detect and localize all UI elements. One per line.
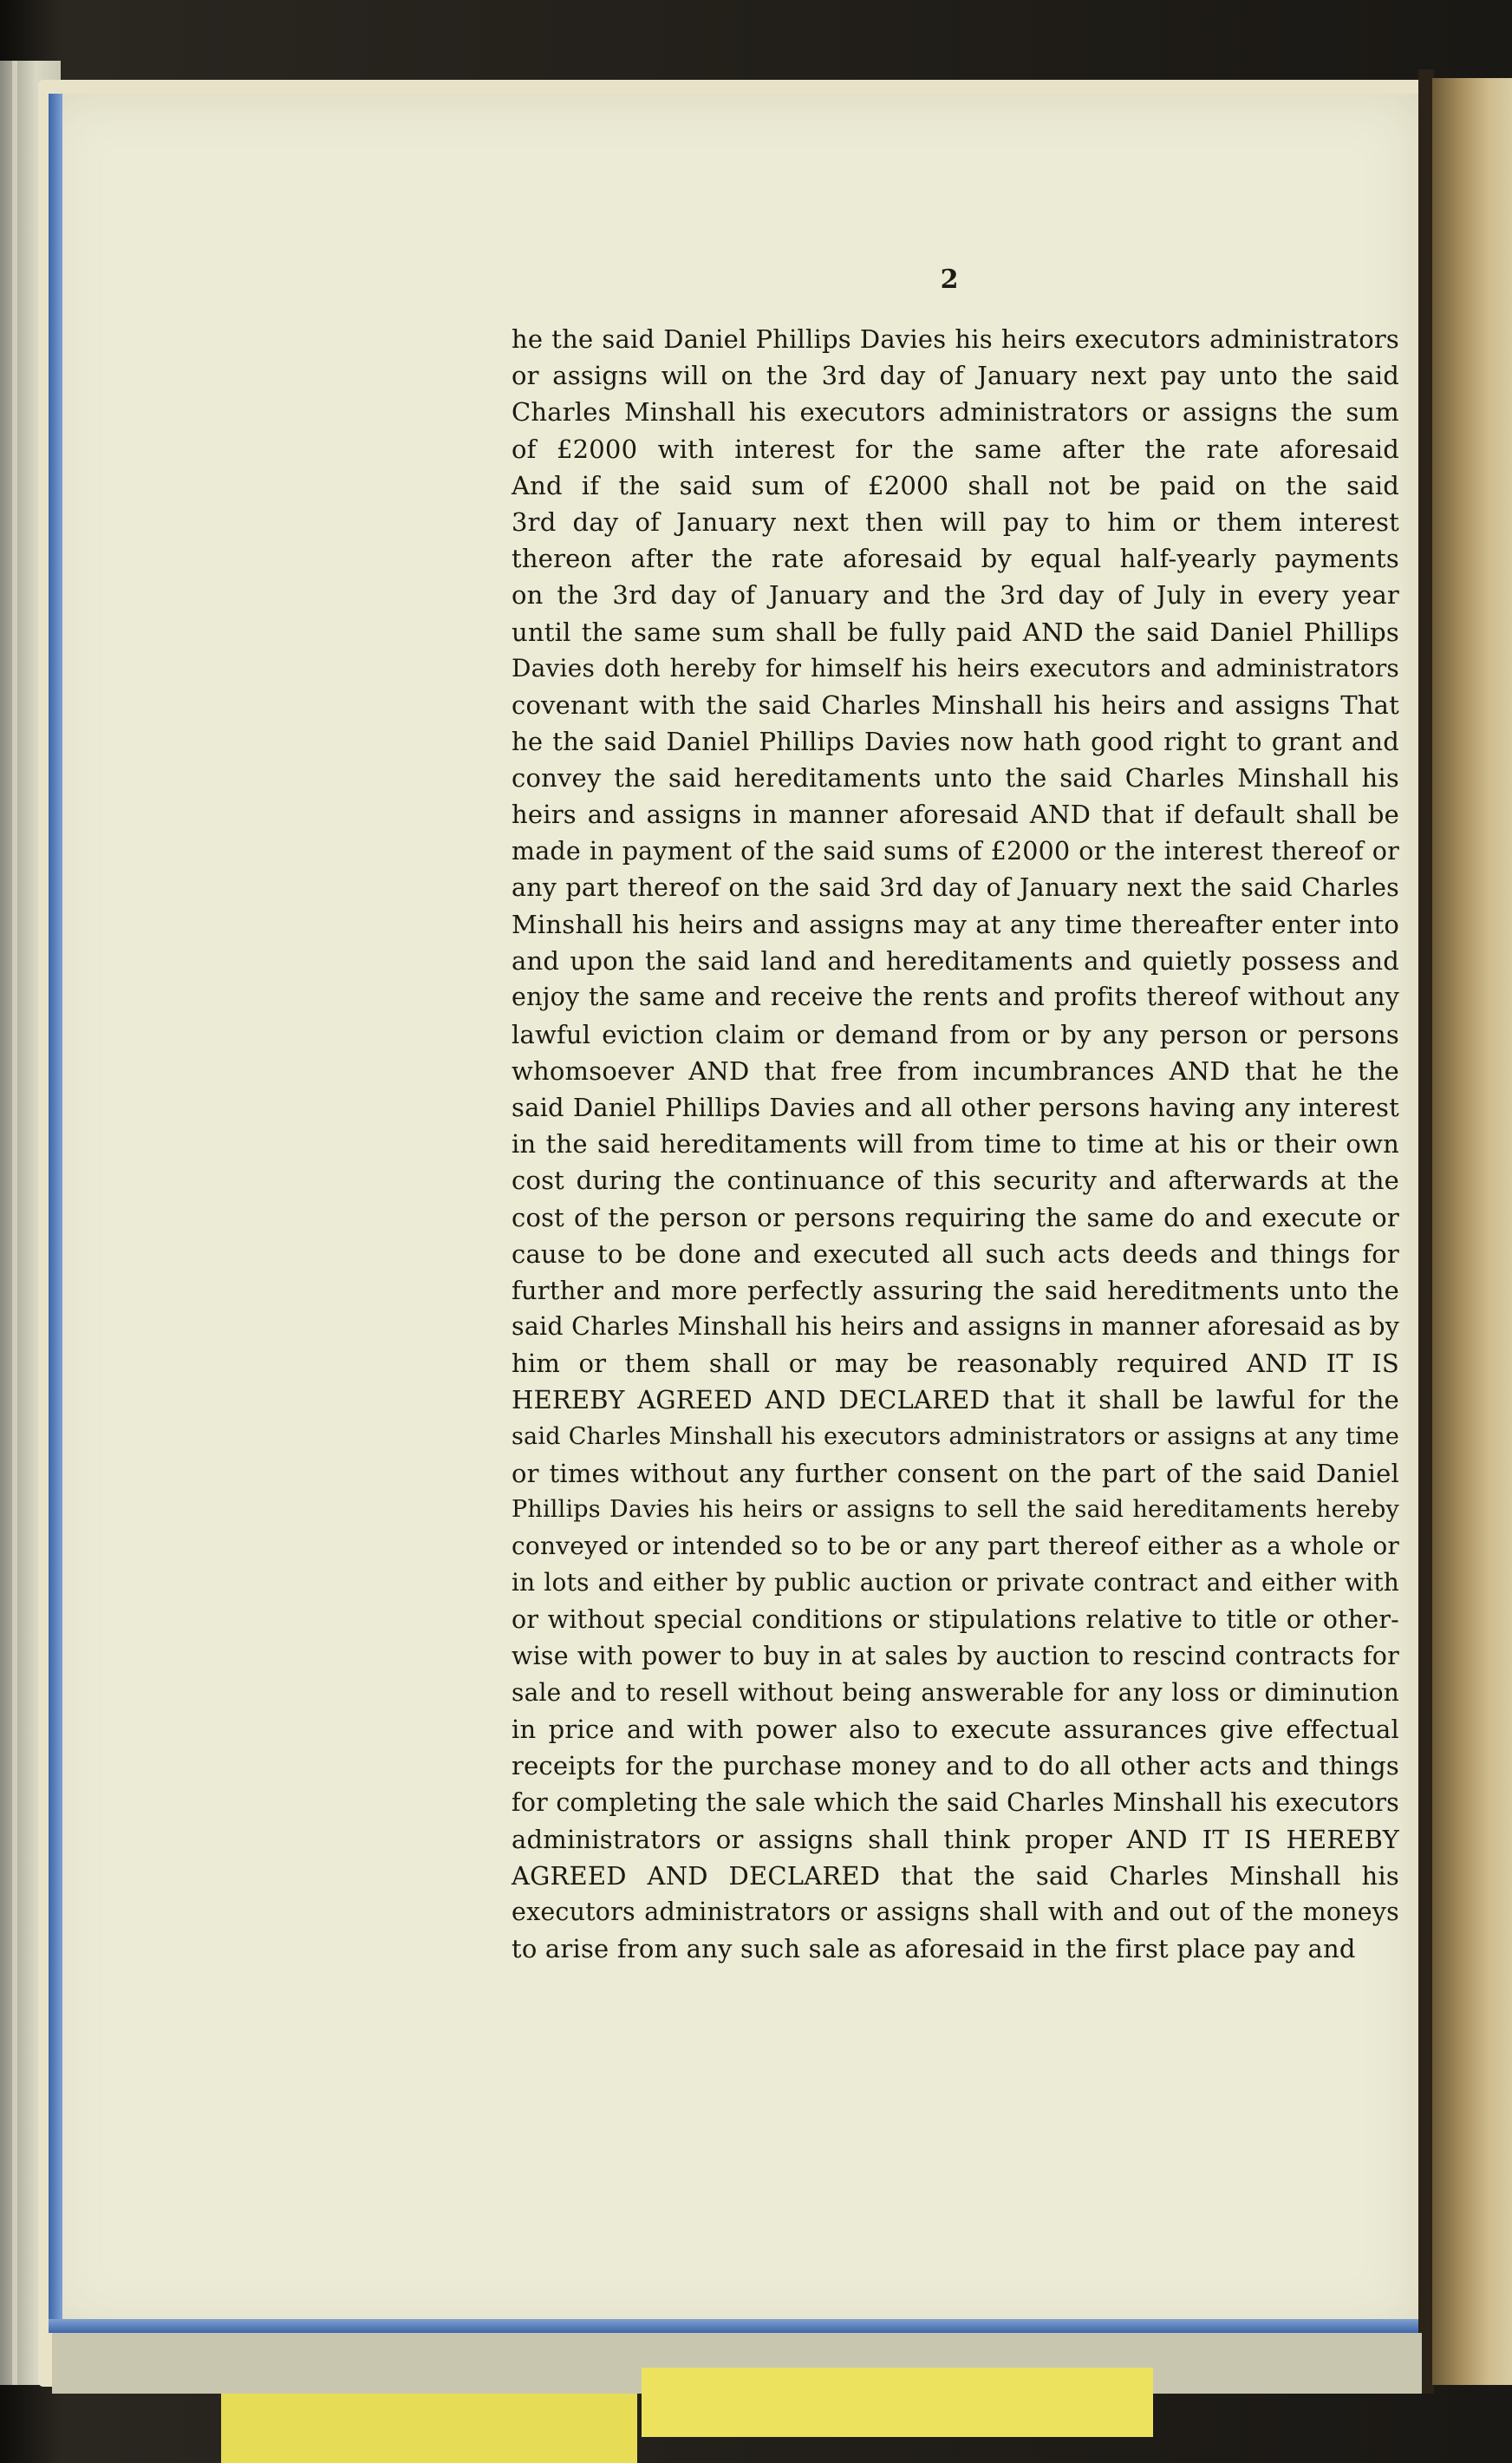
text-line: in lots and either by public auction or private contract and either with	[512, 1568, 1399, 1597]
text-line: convey the said hereditaments unto the said Charles Minshall his	[512, 763, 1399, 794]
blue-border-left	[49, 94, 62, 2333]
page-number: 2	[940, 265, 959, 295]
text-line: 3rd day of January next then will pay to him or them interest	[512, 506, 1399, 537]
text-line: he the said Daniel Phillips Davies his heirs executors administrators	[512, 324, 1399, 354]
text-line: executors administrators or assigns shall with and out of the moneys	[512, 1898, 1399, 1927]
yellow-tab-right	[642, 2368, 1153, 2437]
spine-edge	[12, 61, 17, 2385]
text-line: any part thereof on the said 3rd day of January next the said Charles	[512, 872, 1399, 902]
text-line: of £2000 with interest for the same after the rate aforesaid	[512, 434, 1399, 464]
text-line: Phillips Davies his heirs or assigns to sell the said hereditaments hereby	[512, 1496, 1399, 1523]
text-line: said Daniel Phillips Davies and all other persons having any interest	[512, 1092, 1399, 1122]
text-line: covenant with the said Charles Minshall his heirs and assigns That	[512, 689, 1399, 720]
yellow-tab-left	[221, 2394, 637, 2463]
text-line: And if the said sum of £2000 shall not be paid on the said	[512, 470, 1399, 500]
text-line: further and more perfectly assuring the said hereditments unto the	[512, 1275, 1399, 1305]
text-line: lawful eviction claim or demand from or by any person or persons	[512, 1019, 1399, 1049]
text-line: said Charles Minshall his executors administrators or assigns at any time	[512, 1422, 1399, 1450]
text-line: or assigns will on the 3rd day of January next pay unto the said	[512, 361, 1399, 391]
text-line: cost of the person or persons requiring the same do and execute or	[512, 1202, 1399, 1232]
text-line: thereon after the rate aforesaid by equal half-yearly payments	[512, 544, 1399, 574]
text-line: AGREED AND DECLARED that the said Charles Minshall his	[512, 1860, 1399, 1891]
text-line: enjoy the same and receive the rents and profits thereof without any	[512, 983, 1399, 1012]
text-line: until the same sum shall be fully paid AND the said Daniel Phillips	[512, 617, 1399, 647]
text-line: conveyed or intended so to be or any part thereof either as a whole or	[512, 1532, 1399, 1561]
blue-border-bottom	[49, 2319, 1418, 2333]
text-line: or without special conditions or stipulations relative to title or other-	[512, 1604, 1399, 1634]
text-line: sale and to resell without being answerable for any loss or diminution	[512, 1677, 1399, 1707]
facing-page-edge	[1432, 78, 1512, 2385]
text-line: made in payment of the said sums of £2000 or the interest thereof or	[512, 836, 1399, 866]
text-line: and upon the said land and hereditaments and quietly possess and	[512, 946, 1399, 977]
text-line: wise with power to buy in at sales by auction to rescind contracts for	[512, 1641, 1399, 1670]
text-line: cost during the continuance of this security and afterwards at the	[512, 1166, 1399, 1196]
text-line: for completing the sale which the said Charles Minshall his executors	[512, 1787, 1399, 1817]
text-line: heirs and assigns in manner aforesaid AND that if default shall be	[512, 800, 1399, 830]
text-line: him or them shall or may be reasonably required AND IT IS	[512, 1349, 1399, 1379]
document-body	[512, 321, 1399, 1967]
text-line: said Charles Minshall his heirs and assigns in manner aforesaid as by	[512, 1312, 1399, 1342]
text-line: or times without any further consent on the part of the said Daniel	[512, 1458, 1399, 1488]
text-line: in price and with power also to execute assurances give effectual	[512, 1715, 1399, 1745]
text-line: whomsoever AND that free from incumbrances AND that he the	[512, 1055, 1399, 1086]
text-line: HEREBY AGREED AND DECLARED that it shall be lawful for the	[512, 1385, 1399, 1415]
text-line: he the said Daniel Phillips Davies now hath good right to grant and	[512, 727, 1399, 757]
text-line: in the said hereditaments will from time to time at his or their own	[512, 1129, 1399, 1160]
text-line: to arise from any such sale as aforesaid in the first place pay and	[512, 1934, 1356, 1964]
text-line: Minshall his heirs and assigns may at any time thereafter enter into	[512, 910, 1399, 939]
text-line: cause to be done and executed all such acts deeds and things for	[512, 1238, 1399, 1269]
text-line: administrators or assigns shall think proper AND IT IS HEREBY	[512, 1824, 1399, 1854]
text-line: receipts for the purchase money and to do all other acts and things	[512, 1751, 1399, 1781]
text-line: Davies doth hereby for himself his heirs executors and administrators	[512, 653, 1399, 683]
text-line: on the 3rd day of January and the 3rd day of July in every year	[512, 580, 1399, 611]
text-line: Charles Minshall his executors administrators or assigns the sum	[512, 397, 1399, 428]
